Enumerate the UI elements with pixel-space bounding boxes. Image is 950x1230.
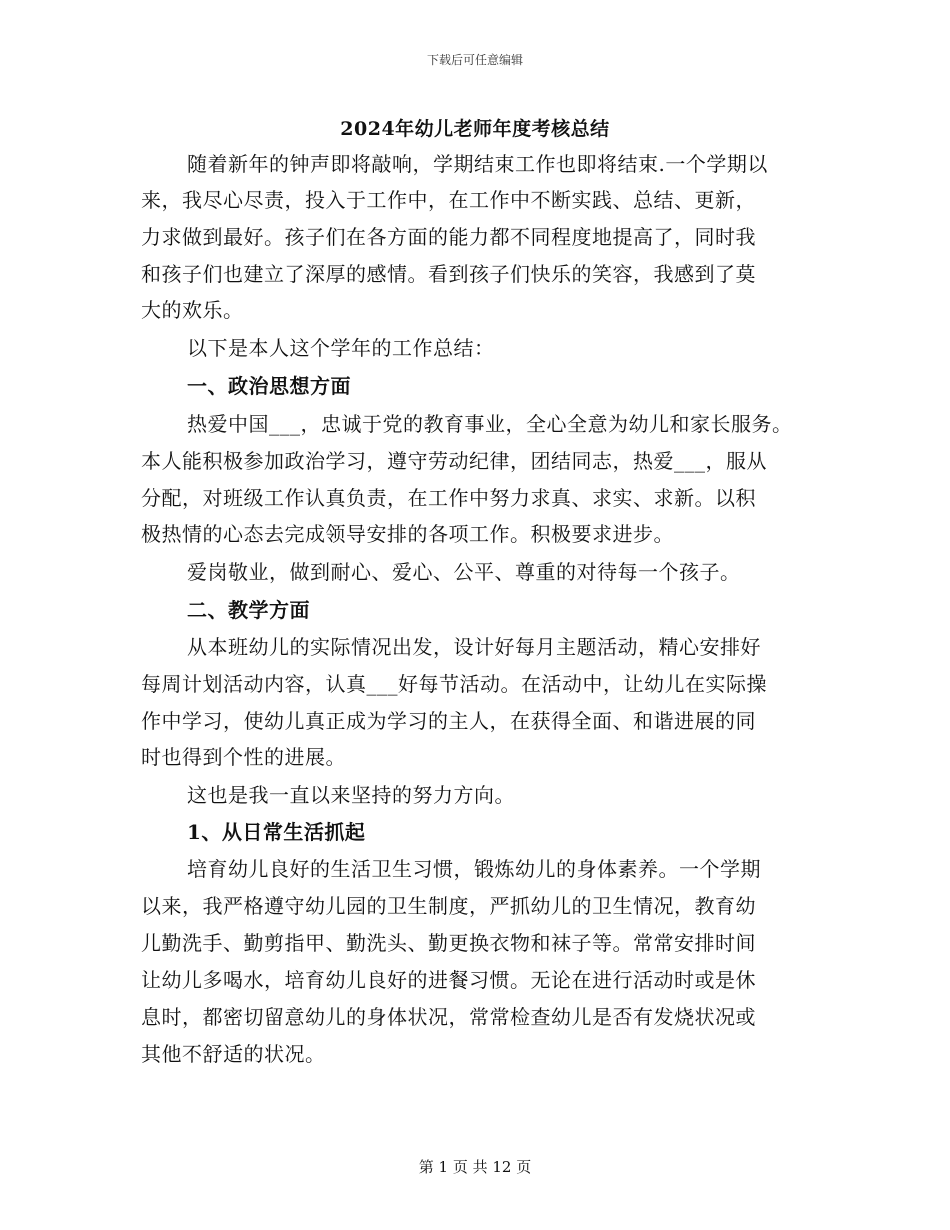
paragraph-line: 从本班幼儿的实际情况出发，设计好每月主题活动，精心安排好 [187,635,761,659]
paragraph-line: 这也是我一直以来坚持的努力方向。 [187,783,515,807]
section-heading: 一、政治思想方面 [187,374,351,398]
paragraph-line: 让幼儿多喝水，培育幼儿良好的进餐习惯。无论在进行活动时或是休 [141,968,756,992]
paragraph-line: 力求做到最好。孩子们在各方面的能力都不同程度地提高了，同时我 [141,225,756,249]
paragraph-line: 和孩子们也建立了深厚的感情。看到孩子们快乐的笑容，我感到了莫 [141,262,756,286]
paragraph-line: 来，我尽心尽责，投入于工作中，在工作中不断实践、总结、更新， [141,188,756,212]
paragraph-line: 培育幼儿良好的生活卫生习惯，锻炼幼儿的身体素养。一个学期 [187,857,761,881]
paragraph-line: 儿勤洗手、勤剪指甲、勤洗头、勤更换衣物和袜子等。常常安排时间 [141,931,756,955]
paragraph-line: 随着新年的钟声即将敲响，学期结束工作也即将结束.一个学期以 [187,152,768,176]
paragraph-line: 每周计划活动内容，认真___好每节活动。在活动中，让幼儿在实际操 [141,672,767,696]
paragraph-line: 其他不舒适的状况。 [141,1042,326,1066]
paragraph-line: 本人能积极参加政治学习，遵守劳动纪律，团结同志，热爱___，服从 [141,449,767,473]
paragraph-line: 爱岗敬业，做到耐心、爱心、公平、尊重的对待每一个孩子。 [187,560,741,584]
paragraph-line: 分配，对班级工作认真负责，在工作中努力求真、求实、求新。以积 [141,486,756,510]
paragraph-line: 以来，我严格遵守幼儿园的卫生制度，严抓幼儿的卫生情况，教育幼 [141,894,756,918]
document-title: 2024年幼儿老师年度考核总结 [340,118,610,140]
paragraph-line: 作中学习，使幼儿真正成为学习的主人，在获得全面、和谐进展的同 [141,709,756,733]
paragraph-line: 极热情的心态去完成领导安排的各项工作。积极要求进步。 [141,522,674,546]
paragraph-line: 以下是本人这个学年的工作总结： [187,336,495,360]
page-number-footer: 第 1 页 共 12 页 [418,1158,532,1176]
subsection-heading: 1、从日常生活抓起 [187,820,366,844]
paragraph-line: 热爱中国___，忠诚于党的教育事业，全心全意为幼儿和家长服务。 [187,412,793,436]
paragraph-line: 息时，都密切留意幼儿的身体状况，常常检查幼儿是否有发烧状况或 [141,1005,756,1029]
section-heading: 二、教学方面 [187,598,310,622]
paragraph-line: 大的欢乐。 [141,298,244,322]
header-note: 下载后可任意编辑 [426,53,523,67]
paragraph-line: 时也得到个性的进展。 [141,745,346,769]
